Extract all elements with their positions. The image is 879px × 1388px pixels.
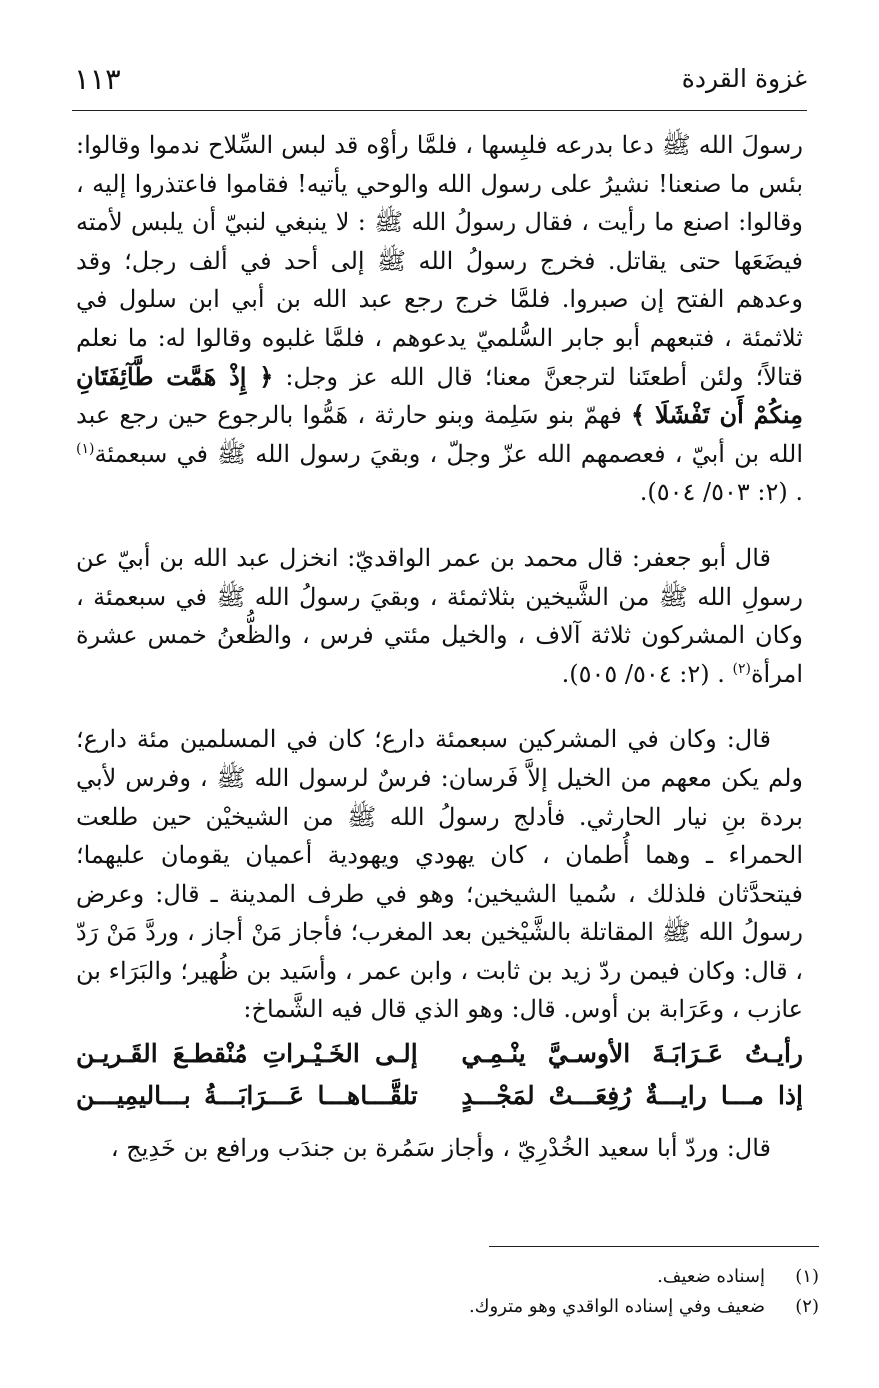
poem: [76, 1033, 803, 1117]
poem-verse-2: [76, 1075, 803, 1117]
footnote-1-text: إسناده ضعيف.: [657, 1266, 765, 1287]
footnote-1: [76, 1262, 819, 1292]
footnote-divider: [489, 1246, 819, 1247]
footnote-2-number: (٢): [795, 1296, 819, 1317]
footnote-marker-2: (٢): [732, 660, 751, 677]
quran-verse: ﴿ إِذْ هَمَّت طَّآئِفَتَانِ مِنكُمْ أَن تَفْشَلَا ﴾: [76, 361, 803, 430]
poem-verse-2-second-hemistich: تلقَّـــاهـــا عَـــرَابَـــةُ بـــاليمِيـــن: [76, 1081, 418, 1111]
paragraph-2: [76, 539, 803, 693]
poem-verse-1-first-hemistich: رأيـتُ عَـرَابَـةَ الأوسـيَّ ينْـمِـي: [461, 1039, 803, 1069]
footnote-2: [76, 1292, 819, 1322]
paragraph-1-text-continued: فهمّ بنو سَلِمة وبنو حارثة ، هَمُّوا بالرجوع حين رجع عبد الله بن أبيّ ، فعصمهم الله عزّ وجلّ ، وبقيَ رسول الله ﷺ في سبعمئة: [76, 401, 803, 468]
reference-2: . (٢: ٥٠٤/ ٥٠٥).: [561, 659, 725, 688]
page-header: [72, 58, 807, 111]
paragraph-2-text: قال أبو جعفر: قال محمد بن عمر الواقديّ: انخزل عبد الله بن أبيّ عن رسولِ الله ﷺ من الشَّيخين بثلاثمئة ، وبقيَ رسولُ الله ﷺ في سبعمئة ، وكان المشركون ثلاثة آلاف ، والخيل مئتي فرس ، والظُّعنُ خمس عشرة امرأة: [76, 543, 804, 688]
poem-verse-1: [76, 1033, 803, 1075]
footnote-2-text: ضعيف وفي إسناده الواقدي وهو متروك.: [468, 1296, 765, 1317]
paragraph-3-text: قال: وكان في المشركين سبعمئة دارع؛ كان في المسلمين مئة دارع؛ ولم يكن معهم من الخيل إلاَّ فَرسان: فرسٌ لرسول الله ﷺ ، وفرس لأبي بردة بنِ نيار الحارثي. فأدلج رسولُ الله ﷺ من الشيخيْن حين طلعت الحمراء ـ وهما أُطمان ، كان يهودي ويهودية أعميان يقومان عليهما؛ فيتحدَّثان فلذلك ، سُميا الشيخين؛ وهو في طرف المدينة ـ قال: وعرض رسولُ الله ﷺ المقاتلة بالشَّيْخين بعد المغرب؛ فأجاز مَنْ أجاز ، وردَّ مَنْ رَدّ ، قال: وكان فيمن ردّ زيد بن ثابت ، وابن عمر ، وأسَيد بن ظُهير؛ والبَرَاء بن عازب ، وعَرَابة بن أوس. قال: وهو الذي قال فيه الشَّماخ:: [76, 725, 803, 1024]
footnote-marker-1: (١): [76, 440, 95, 457]
running-title: غزوة القردة: [681, 64, 807, 93]
paragraph-4: قال: وردّ أبا سعيد الخُدْرِيّ ، وأجاز سَمُرة بن جندَب ورافع بن خَدِيج ،: [110, 1134, 771, 1163]
paragraph-3: [76, 720, 803, 1029]
footnotes: [76, 1262, 819, 1322]
paragraph-1-text: رسولَ الله ﷺ دعا بدرعه فلبِسها ، فلمَّا رأوْه قد لبس السِّلاح ندموا وقالوا: بئس ما صنعنا! نشيرُ على رسول الله والوحي يأتيه! فقاموا فاعتذروا إليه ، وقالوا: اصنع ما رأيت ، فقال رسولُ الله ﷺ : لا ينبغي لنبيّ أن يلبس لأمته فيضَعَها حتى يقاتل. فخرج رسولُ الله ﷺ إلى أحد في ألف رجل؛ وقد وعدهم الفتح إن صبروا. فلمَّا خرج رجع عبد الله بن أبي ابن سلول في ثلاثمئة ، فتبعهم أبو جابر السُّلميّ يدعوهم ، فلمَّا غلبوه وقالوا له: ما نعلم قتالاً؛ ولئن أطعتَنا لترجعنَّ معنا؛ قال الله عز وجل:: [76, 131, 803, 391]
paragraph-1: [76, 126, 803, 512]
page-number: ١١٣: [74, 62, 121, 96]
main-text: [76, 126, 803, 1168]
poem-verse-2-first-hemistich: إذا مـــا رايـــةٌ رُفِعَـــتْ لمَجْـــدٍ: [461, 1081, 803, 1111]
poem-verse-1-second-hemistich: إلـى الخَـيْـراتِ مُنْقطـعَ القَـريـن: [76, 1039, 418, 1069]
footnote-1-number: (١): [795, 1266, 819, 1287]
reference-1: . (٢: ٥٠٣/ ٥٠٤).: [639, 478, 803, 507]
